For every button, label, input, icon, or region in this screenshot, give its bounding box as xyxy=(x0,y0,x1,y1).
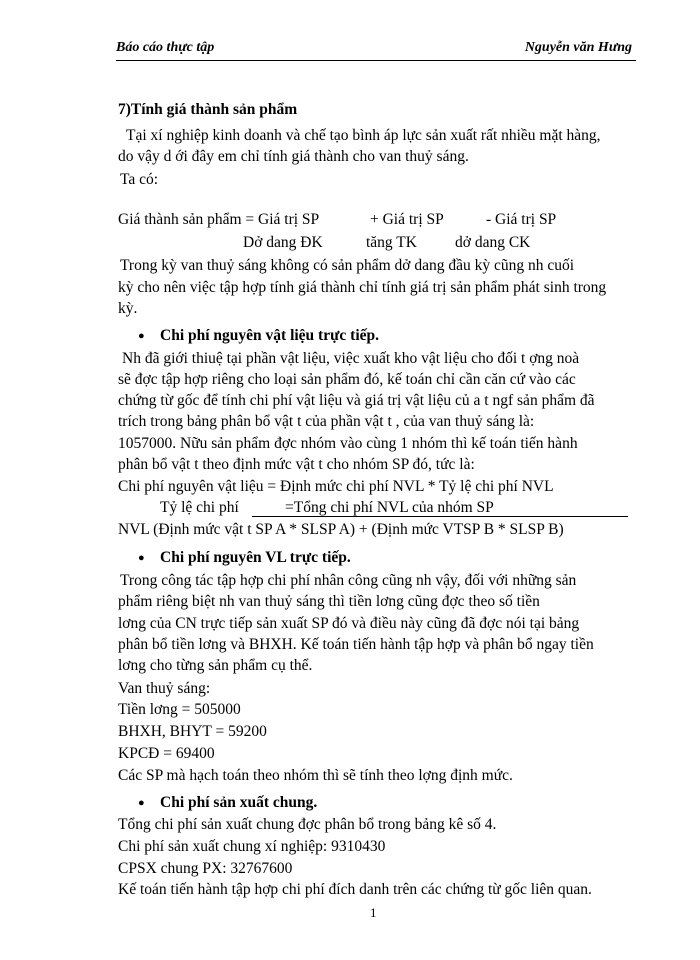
paragraph-line: kỳ. xyxy=(118,300,138,317)
formula-line: Chi phí nguyên vật liệu = Định mức chi phí NVL * Tỷ lệ chi phí NVL xyxy=(118,478,554,495)
paragraph-line: lơng cho từng sản phẩm cụ thể. xyxy=(118,657,313,674)
page-number: 1 xyxy=(370,905,377,920)
section-heading: 7)Tính giá thành sản phẩm xyxy=(118,101,298,118)
value-line: BHXH, BHYT = 59200 xyxy=(118,723,267,740)
value-line: Tiền lơng = 505000 xyxy=(118,701,241,718)
paragraph-line: Các SP mà hạch toán theo nhóm thì sẽ tính theo lợng định mức. xyxy=(118,767,513,784)
bullet-icon: ● xyxy=(138,330,145,342)
paragraph-line: Nh đã giới thiuệ tại phần vật liệu, việc xuất kho vật liệu cho đối t ợng noà xyxy=(122,350,580,367)
formula-numerator: =Tổng chi phí NVL của nhóm SP xyxy=(285,499,494,516)
paragraph-line: phẩm riêng biệt nh van thuỷ sáng thì tiền lơng cũng đợc theo số tiền xyxy=(118,593,540,610)
formula-part: Tỷ lệ chi phí xyxy=(160,499,239,516)
formula-part: + Giá trị SP xyxy=(370,211,444,228)
paragraph-line: phân bổ tiền lơng và BHXH. Kế toán tiến hành tập hợp và phân bổ ngay tiền xyxy=(118,636,594,653)
bullet-heading: Chi phí nguyên VL trực tiếp. xyxy=(160,549,351,566)
paragraph-line: kỳ cho nên việc tập hợp tính giá thành chỉ tính giá trị sản phẩm phát sinh trong xyxy=(118,279,607,296)
formula-part: Dở dang ĐK xyxy=(243,234,323,251)
paragraph-line: Kế toán tiến hành tập hợp chi phí đích danh trên các chứng từ gốc liên quan. xyxy=(118,881,592,898)
paragraph-line: lơng của CN trực tiếp sản xuất SP đó và điều này cũng đã đợc nói tại bảng xyxy=(118,615,580,632)
paragraph-line: Trong kỳ van thuỷ sáng không có sản phẩm dở dang đầu kỳ cũng nh cuối xyxy=(120,257,575,274)
paragraph-line: Tổng chi phí sản xuất chung đợc phân bổ trong bảng kê số 4. xyxy=(118,816,497,833)
fraction-bar xyxy=(252,516,628,517)
paragraph-line: CPSX chung PX: 32767600 xyxy=(118,860,293,877)
paragraph-line: sẽ đợc tập hợp riêng cho loại sản phẩm đó, kế toán chỉ cần căn cứ vào các xyxy=(118,371,576,388)
formula-denominator: NVL (Định mức vật t SP A * SLSP A) + (Định mức VTSP B * SLSP B) xyxy=(118,521,564,538)
paragraph-line: do vậy d ới đây em chỉ tính giá thành cho van thuỷ sáng. xyxy=(118,148,469,165)
page-header xyxy=(116,38,636,61)
bullet-heading: Chi phí sản xuất chung. xyxy=(160,794,318,811)
value-line: KPCĐ = 69400 xyxy=(118,745,215,762)
paragraph-line: Ta có: xyxy=(120,171,159,188)
formula-part: - Giá trị SP xyxy=(486,211,557,228)
formula-part: dở dang CK xyxy=(455,234,531,251)
paragraph-line: trích trong bảng phân bổ vật t của phần vật t , của van thuỷ sáng là: xyxy=(118,413,535,430)
bullet-icon: ● xyxy=(138,797,145,809)
paragraph-line: Tại xí nghiệp kinh doanh và chế tạo bình áp lực sản xuất rất nhiều mặt hàng, xyxy=(126,127,601,144)
header-left: Báo cáo thực tập xyxy=(116,40,215,55)
bullet-icon: ● xyxy=(138,552,145,564)
paragraph-line: phân bổ vật t theo định mức vật t cho nhóm SP đó, tức là: xyxy=(118,456,475,473)
paragraph-line: chứng từ gốc để tính chi phí vật liệu và giá trị vật liệu củ a t ngf sản phẩm đã xyxy=(118,392,595,409)
paragraph-line: Trong công tác tập hợp chi phí nhân công cũng nh vậy, đối với những sản xyxy=(120,572,577,589)
bullet-heading: Chi phí nguyên vật liệu trực tiếp. xyxy=(160,327,379,344)
formula-part: Giá thành sản phẩm = Giá trị SP xyxy=(118,211,320,228)
paragraph-line: Chi phí sản xuất chung xí nghiệp: 9310430 xyxy=(118,838,386,855)
header-right: Nguyễn văn Hưng xyxy=(524,40,632,55)
formula-part: tăng TK xyxy=(366,234,417,251)
paragraph-line: Van thuỷ sáng: xyxy=(118,680,211,697)
paragraph-line: 1057000. Nữu sản phẩm đợc nhóm vào cùng 1 nhóm thì kế toán tiến hành xyxy=(118,435,578,452)
